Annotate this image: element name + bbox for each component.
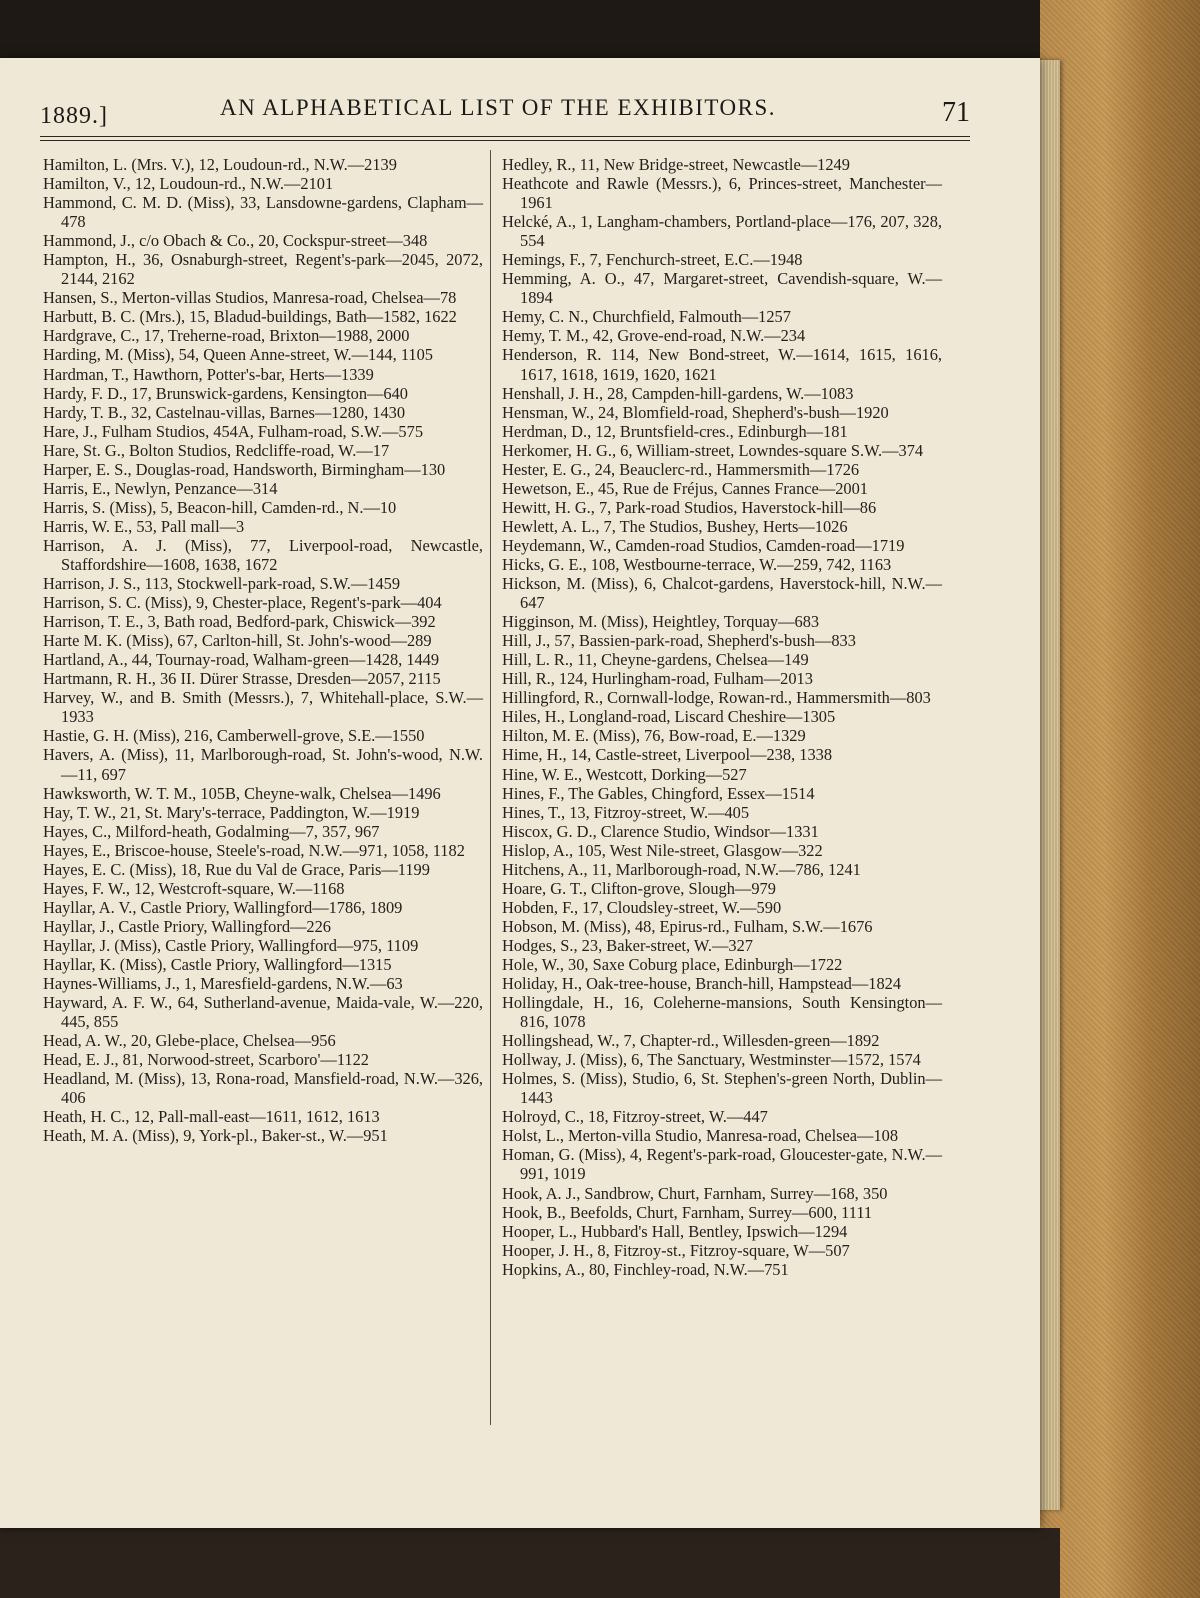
exhibitor-entry: Hines, T., 13, Fitzroy-street, W.—405 (502, 802, 750, 822)
exhibitor-entry: Homan, G. (Miss), 4, Regent's-park-road, Gloucester-gate, N.W.—991, 1019 (502, 1145, 942, 1184)
exhibitor-entry: Hewlett, A. L., 7, The Studios, Bushey, Herts—1026 (502, 516, 848, 536)
exhibitor-entry: Henderson, R. 114, New Bond-street, W.—1614, 1615, 1616, 1617, 1618, 1619, 1620, 1621 (502, 345, 942, 384)
exhibitor-entry: Hayllar, K. (Miss), Castle Priory, Wallingford—1315 (43, 954, 392, 974)
exhibitor-entry: Hare, St. G., Bolton Studios, Redcliffe-road, W.—17 (43, 440, 390, 460)
exhibitor-entry: Hastie, G. H. (Miss), 216, Camberwell-grove, S.E.—1550 (43, 726, 425, 746)
exhibitor-entry: Hook, B., Beefolds, Churt, Farnham, Surrey—600, 1111 (502, 1202, 873, 1222)
exhibitor-entry: Head, E. J., 81, Norwood-street, Scarboro'—1122 (43, 1050, 369, 1070)
exhibitor-entry: Hammond, J., c/o Obach & Co., 20, Cockspur-street—348 (43, 231, 428, 251)
exhibitor-entry: Hillingford, R., Cornwall-lodge, Rowan-rd., Hammersmith—803 (502, 688, 931, 708)
exhibitor-entry: Hicks, G. E., 108, Westbourne-terrace, W.—259, 742, 1163 (502, 554, 892, 574)
exhibitor-entry: Hayes, E. C. (Miss), 18, Rue du Val de Grace, Paris—1199 (43, 859, 430, 879)
exhibitor-entry: Holroyd, C., 18, Fitzroy-street, W.—447 (502, 1107, 768, 1127)
exhibitor-entry: Hopkins, A., 80, Finchley-road, N.W.—751 (502, 1259, 789, 1279)
exhibitor-entry: Hooper, L., Hubbard's Hall, Bentley, Ipswich—1294 (502, 1221, 848, 1241)
exhibitor-entry: Harper, E. S., Douglas-road, Handsworth, Birmingham—130 (43, 459, 446, 479)
exhibitor-entry: Hester, E. G., 24, Beauclerc-rd., Hammersmith—1726 (502, 459, 860, 479)
exhibitor-entry: Hill, J., 57, Bassien-park-road, Shepherd's-bush—833 (502, 631, 856, 651)
exhibitor-entry: Hayes, E., Briscoe-house, Steele's-road, N.W.—971, 1058, 1182 (43, 840, 465, 860)
header-title: AN ALPHABETICAL LIST OF THE EXHIBITORS. (220, 95, 776, 120)
exhibitor-entry: Hedley, R., 11, New Bridge-street, Newcastle—1249 (502, 155, 850, 174)
exhibitor-entry: Hardman, T., Hawthorn, Potter's-bar, Herts—1339 (43, 364, 374, 384)
exhibitor-entry: Hansen, S., Merton-villas Studios, Manresa-road, Chelsea—78 (43, 288, 457, 308)
exhibitor-entry: Hayllar, J. (Miss), Castle Priory, Wallingford—975, 1109 (43, 935, 419, 955)
exhibitor-entry: Hill, R., 124, Hurlingham-road, Fulham—2013 (502, 669, 813, 689)
exhibitor-entry: Harbutt, B. C. (Mrs.), 15, Bladud-buildings, Bath—1582, 1622 (43, 307, 457, 327)
exhibitor-entry: Hewetson, E., 45, Rue de Fréjus, Cannes France—2001 (502, 478, 868, 498)
exhibitor-entry: Hobson, M. (Miss), 48, Epirus-rd., Fulham, S.W.—1676 (502, 916, 873, 936)
exhibitor-entry: Hammond, C. M. D. (Miss), 33, Lansdowne-gardens, Clapham—478 (43, 193, 483, 232)
header-rule-double (40, 140, 970, 141)
exhibitor-entry: Hayllar, J., Castle Priory, Wallingford—226 (43, 916, 332, 936)
exhibitor-entry: Hayes, C., Milford-heath, Godalming—7, 357, 967 (43, 821, 380, 841)
column-divider (490, 150, 491, 1425)
exhibitor-entry: Hollingshead, W., 7, Chapter-rd., Willesden-green—1892 (502, 1031, 880, 1051)
exhibitor-entry: Helcké, A., 1, Langham-chambers, Portland-place—176, 207, 328, 554 (502, 212, 942, 251)
exhibitor-entry: Hensman, W., 24, Blomfield-road, Shepherd's-bush—1920 (502, 402, 889, 422)
exhibitor-entry: Headland, M. (Miss), 13, Rona-road, Mansfield-road, N.W.—326, 406 (43, 1069, 483, 1108)
exhibitor-entry: Harris, S. (Miss), 5, Beacon-hill, Camden-rd., N.—10 (43, 497, 397, 517)
exhibitor-entry: Harris, E., Newlyn, Penzance—314 (43, 478, 278, 498)
exhibitor-entry: Hodges, S., 23, Baker-street, W.—327 (502, 935, 753, 955)
left-column (43, 155, 483, 1145)
exhibitor-entry: Hare, J., Fulham Studios, 454A, Fulham-road, S.W.—575 (43, 421, 424, 441)
header-rule (40, 136, 970, 137)
exhibitor-entry: Hoare, G. T., Clifton-grove, Slough—979 (502, 878, 776, 898)
exhibitor-entry: Hole, W., 30, Saxe Coburg place, Edinburgh—1722 (502, 954, 843, 974)
exhibitor-entry: Hiles, H., Longland-road, Liscard Cheshire—1305 (502, 707, 836, 727)
exhibitor-entry: Hitchens, A., 11, Marlborough-road, N.W.—786, 1241 (502, 859, 861, 879)
exhibitor-entry: Heydemann, W., Camden-road Studios, Camden-road—1719 (502, 535, 905, 555)
book-bottom (0, 1528, 1060, 1598)
book-cover-edge (1040, 0, 1200, 1598)
exhibitor-entry: Hollway, J. (Miss), 6, The Sanctuary, Westminster—1572, 1574 (502, 1050, 921, 1070)
exhibitor-entry: Hardy, F. D., 17, Brunswick-gardens, Kensington—640 (43, 383, 409, 403)
exhibitor-entry: Hiscox, G. D., Clarence Studio, Windsor—1331 (502, 821, 819, 841)
exhibitor-entry: Hislop, A., 105, West Nile-street, Glasgow—322 (502, 840, 823, 860)
exhibitor-entry: Head, A. W., 20, Glebe-place, Chelsea—956 (43, 1031, 336, 1051)
exhibitor-entry: Heath, M. A. (Miss), 9, York-pl., Baker-st., W.—951 (43, 1126, 388, 1146)
exhibitor-entry: Hampton, H., 36, Osnaburgh-street, Regent's-park—2045, 2072, 2144, 2162 (43, 250, 483, 289)
right-column (502, 155, 942, 1279)
exhibitor-entry: Herdman, D., 12, Bruntsfield-cres., Edinburgh—181 (502, 421, 848, 441)
exhibitor-entry: Harris, W. E., 53, Pall mall—3 (43, 516, 245, 536)
exhibitor-entry: Hayward, A. F. W., 64, Sutherland-avenue, Maida-vale, W.—220, 445, 855 (43, 993, 483, 1032)
exhibitor-entry: Holiday, H., Oak-tree-house, Branch-hill, Hampstead—1824 (502, 974, 902, 994)
page-number: 71 (942, 97, 970, 128)
page-header (40, 95, 970, 135)
exhibitor-entry: Hewitt, H. G., 7, Park-road Studios, Haverstock-hill—86 (502, 497, 877, 517)
exhibitor-entry: Hardgrave, C., 17, Treherne-road, Brixton—1988, 2000 (43, 326, 410, 346)
exhibitor-entry: Hobden, F., 17, Cloudsley-street, W.—590 (502, 897, 782, 917)
exhibitor-entry: Henshall, J. H., 28, Campden-hill-gardens, W.—1083 (502, 383, 854, 403)
exhibitor-entry: Hines, F., The Gables, Chingford, Essex—1514 (502, 783, 815, 803)
exhibitor-entry: Hickson, M. (Miss), 6, Chalcot-gardens, Haverstock-hill, N.W.—647 (502, 574, 942, 613)
exhibitor-entry: Hawksworth, W. T. M., 105B, Cheyne-walk, Chelsea—1496 (43, 783, 441, 803)
exhibitor-entry: Harrison, S. C. (Miss), 9, Chester-place, Regent's-park—404 (43, 593, 442, 613)
exhibitor-entry: Hemings, F., 7, Fenchurch-street, E.C.—1948 (502, 250, 803, 270)
exhibitor-entry: Hooper, J. H., 8, Fitzroy-st., Fitzroy-square, W—507 (502, 1240, 850, 1260)
exhibitor-entry: Heath, H. C., 12, Pall-mall-east—1611, 1612, 1613 (43, 1107, 380, 1127)
exhibitor-entry: Hayes, F. W., 12, Westcroft-square, W.—1168 (43, 878, 345, 898)
exhibitor-entry: Herkomer, H. G., 6, William-street, Lowndes-square S.W.—374 (502, 440, 924, 460)
exhibitor-entry: Hemming, A. O., 47, Margaret-street, Cavendish-square, W.—1894 (502, 269, 942, 308)
header-year: 1889.] (40, 103, 108, 129)
exhibitor-entry: Higginson, M. (Miss), Heightley, Torquay—683 (502, 612, 820, 632)
exhibitor-entry: Harte M. K. (Miss), 67, Carlton-hill, St. John's-wood—289 (43, 631, 432, 651)
exhibitor-entry: Hardy, T. B., 32, Castelnau-villas, Barnes—1280, 1430 (43, 402, 406, 422)
exhibitor-entry: Harvey, W., and B. Smith (Messrs.), 7, Whitehall-place, S.W.—1933 (43, 688, 483, 727)
exhibitor-entry: Hamilton, L. (Mrs. V.), 12, Loudoun-rd., N.W.—2139 (43, 155, 397, 174)
exhibitor-entry: Heathcote and Rawle (Messrs.), 6, Princes-street, Manchester—1961 (502, 174, 942, 213)
exhibitor-entry: Hill, L. R., 11, Cheyne-gardens, Chelsea—149 (502, 650, 809, 670)
exhibitor-entry: Hime, H., 14, Castle-street, Liverpool—238, 1338 (502, 745, 833, 765)
exhibitor-entry: Haynes-Williams, J., 1, Maresfield-gardens, N.W.—63 (43, 974, 403, 994)
exhibitor-entry: Hartland, A., 44, Tournay-road, Walham-green—1428, 1449 (43, 650, 440, 670)
exhibitor-entry: Harrison, J. S., 113, Stockwell-park-road, S.W.—1459 (43, 574, 401, 594)
exhibitor-entry: Hartmann, R. H., 36 II. Dürer Strasse, Dresden—2057, 2115 (43, 669, 441, 689)
exhibitor-entry: Hayllar, A. V., Castle Priory, Wallingford—1786, 1809 (43, 897, 403, 917)
exhibitor-entry: Hollingdale, H., 16, Coleherne-mansions, South Kensington—816, 1078 (502, 993, 942, 1032)
exhibitor-entry: Hamilton, V., 12, Loudoun-rd., N.W.—2101 (43, 174, 334, 194)
exhibitor-entry: Holst, L., Merton-villa Studio, Manresa-road, Chelsea—108 (502, 1126, 899, 1146)
exhibitor-entry: Harrison, A. J. (Miss), 77, Liverpool-road, Newcastle, Staffordshire—1608, 1638, 1672 (43, 535, 483, 574)
exhibitor-entry: Hay, T. W., 21, St. Mary's-terrace, Paddington, W.—1919 (43, 802, 420, 822)
exhibitor-entry: Hilton, M. E. (Miss), 76, Bow-road, E.—1329 (502, 726, 806, 746)
exhibitor-entry: Harding, M. (Miss), 54, Queen Anne-street, W.—144, 1105 (43, 345, 433, 365)
exhibitor-entry: Harrison, T. E., 3, Bath road, Bedford-park, Chiswick—392 (43, 612, 436, 632)
exhibitor-entry: Havers, A. (Miss), 11, Marlborough-road, St. John's-wood, N.W.—11, 697 (43, 745, 483, 784)
exhibitor-entry: Hook, A. J., Sandbrow, Churt, Farnham, Surrey—168, 350 (502, 1183, 888, 1203)
exhibitor-entry: Hemy, T. M., 42, Grove-end-road, N.W.—234 (502, 326, 806, 346)
exhibitor-entry: Hemy, C. N., Churchfield, Falmouth—1257 (502, 307, 791, 327)
exhibitor-entry: Holmes, S. (Miss), Studio, 6, St. Stephen's-green North, Dublin—1443 (502, 1069, 942, 1108)
exhibitor-entry: Hine, W. E., Westcott, Dorking—527 (502, 764, 747, 784)
